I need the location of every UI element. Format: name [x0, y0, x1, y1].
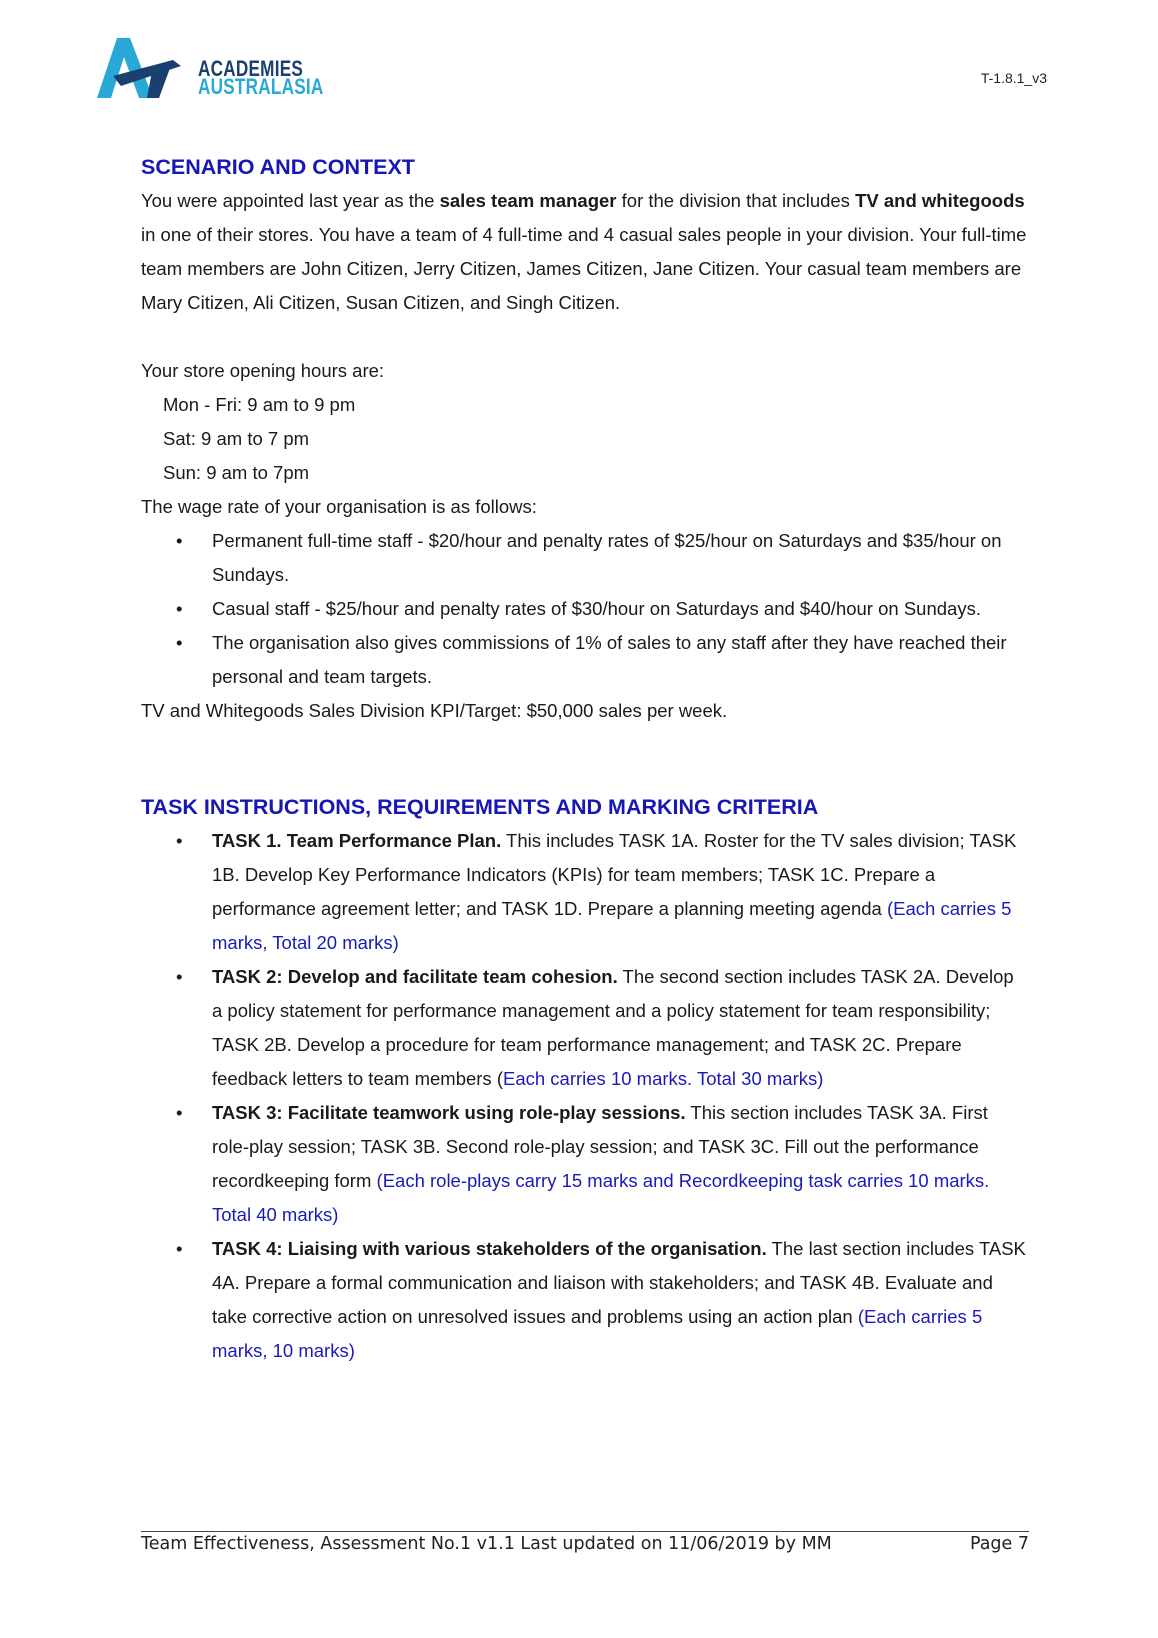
body-text: The last section includes TASK 4A. Prepare a formal communication and liaison with stakeholders; and TASK 4B. Evaluate and take corrective action on unresolved issues and problems using an action plan [212, 1238, 1026, 1327]
bold-text: TASK 1. Team Performance Plan. [212, 830, 502, 851]
body-text: You were appointed last year as the [141, 190, 440, 211]
kpi-target: TV and Whitegoods Sales Division KPI/Target: $50,000 sales per week. [141, 700, 728, 721]
body-text: in one of their stores. You have a team of 4 full-time and 4 casual sales people in your division. Your full-time team members are John Citizen, Jerry Citizen, James Citizen, Jane Citizen. Your casual team members are Mary Citizen, Ali Citizen, Susan Citizen, and Singh Citizen. [141, 224, 1027, 313]
logo-line-1: ACADEMIES [198, 56, 304, 81]
bold-text: TASK 3: Facilitate teamwork using role-play sessions. [212, 1102, 686, 1123]
body-text: The second section includes TASK 2A. Develop a policy statement for performance management and a policy statement for team responsibility; TASK 2B. Develop a procedure for team performance management; and TASK 2C. Prepare feedback letters to team members ( [212, 966, 1014, 1089]
scenario-heading: SCENARIO AND CONTEXT [141, 155, 415, 179]
body-text: This section includes TASK 3A. First role-play session; TASK 3B. Second role-play session; and TASK 3C. Fill out the performance recordkeeping form [212, 1102, 988, 1191]
tasks-heading: TASK INSTRUCTIONS, REQUIREMENTS AND MARKING CRITERIA [141, 795, 819, 819]
task-item [141, 1096, 1029, 1232]
marks-note: Each carries 10 marks. Total 30 marks) [502, 1068, 824, 1089]
hours-weekday: Mon - Fri: 9 am to 9 pm [163, 394, 356, 415]
hours-sunday: Sun: 9 am to 7pm [163, 462, 310, 483]
hours-label: Your store opening hours are: [141, 360, 385, 381]
task-item [141, 824, 1029, 960]
wage-label: The wage rate of your organisation is as follows: [141, 496, 537, 517]
tasks-section [141, 790, 1029, 1368]
task-item [141, 1232, 1029, 1368]
page-number: Page 7 [969, 1534, 1029, 1554]
logo [95, 36, 345, 106]
scenario-intro [141, 184, 1029, 320]
body-text: for the division that includes [616, 190, 856, 211]
document-reference: T-1.8.1_v3 [980, 70, 1047, 86]
wage-item-commission: • The organisation also gives commissions of 1% of sales to any staff after they have reached their personal and team targets. [141, 626, 1029, 694]
logo-wordmark [198, 56, 324, 99]
academies-australasia-logo-icon [95, 36, 195, 106]
marks-note: (Each carries 5 marks, Total 20 marks) [212, 898, 1012, 953]
body-text: This includes TASK 1A. Roster for the TV sales division; TASK 1B. Develop Key Performance Indicators (KPIs) for team members; TASK 1C. Prepare a performance agreement letter; and TASK 1D. Prepare a planning meeting agenda [212, 830, 1017, 919]
scenario-section [141, 150, 1029, 728]
task-list [141, 824, 1029, 1368]
footer-text: Team Effectiveness, Assessment No.1 v1.1 Last updated on 11/06/2019 by MM [141, 1534, 832, 1554]
wage-item-fulltime: • Permanent full-time staff - $20/hour and penalty rates of $25/hour on Saturdays and $35/hour on Sundays. [141, 524, 1029, 592]
wage-item-casual: • Casual staff - $25/hour and penalty rates of $30/hour on Saturdays and $40/hour on Sundays. [141, 592, 1029, 626]
bold-text: sales team manager [439, 190, 617, 211]
bold-text: TV and whitegoods [855, 190, 1025, 211]
bold-text: TASK 2: Develop and facilitate team cohesion. [212, 966, 618, 987]
marks-note: (Each carries 5 marks, 10 marks) [212, 1306, 983, 1361]
wage-list [141, 524, 1029, 694]
hours-saturday: Sat: 9 am to 7 pm [163, 428, 310, 449]
logo-line-2: AUSTRALASIA [198, 74, 324, 99]
marks-note: (Each role-plays carry 15 marks and Recordkeeping task carries 10 marks. Total 40 marks) [212, 1170, 990, 1225]
bold-text: TASK 4: Liaising with various stakeholders of the organisation. [212, 1238, 767, 1259]
task-item [141, 960, 1029, 1096]
page-footer [141, 1531, 1029, 1554]
